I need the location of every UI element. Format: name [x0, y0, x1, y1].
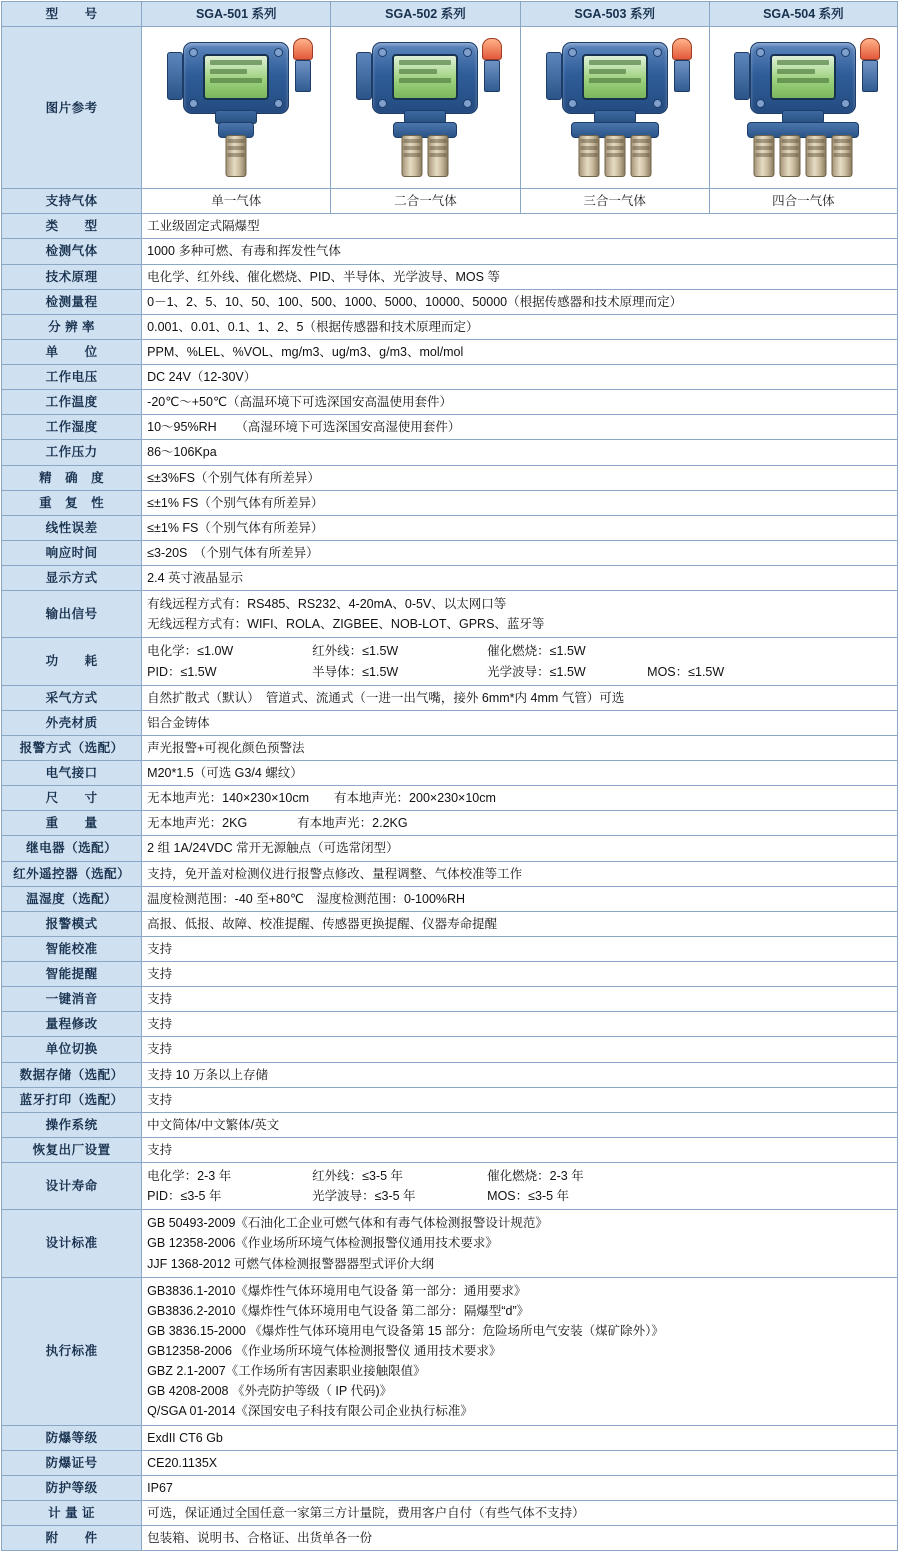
row-label-humidity: 工作湿度 — [2, 415, 142, 440]
row-label-output-signal: 输出信号 — [2, 591, 142, 638]
row-label-ex-rating: 防爆等级 — [2, 1425, 142, 1450]
table-row-smart-reminder — [2, 962, 898, 987]
table-row-metrology-certificate — [2, 1500, 898, 1525]
table-row-model — [2, 2, 898, 27]
table-row-repeatability — [2, 490, 898, 515]
gas-detector-illustration-1 — [151, 34, 321, 182]
design-standard-line-1: GB 50493-2009《石油化工企业可燃气体和有毒气体检测报警设计规范》 — [147, 1216, 548, 1231]
row-value-data-storage: 支持 10 万条以上存储 — [142, 1062, 898, 1087]
life-line-1 — [147, 1166, 892, 1186]
row-label-linear-error: 线性误差 — [2, 515, 142, 540]
row-value-detect-gas: 1000 多种可燃、有毒和挥发性气体 — [142, 239, 898, 264]
row-label-relay: 继电器（选配） — [2, 836, 142, 861]
detector-housing — [562, 42, 668, 114]
row-value-unit: PPM、%LEL、%VOL、mg/m3、ug/m3、g/m3、mol/mol — [142, 339, 898, 364]
detector-display — [392, 54, 458, 100]
table-row-operating-system — [2, 1112, 898, 1137]
table-row-unit-switch — [2, 1037, 898, 1062]
row-label-bluetooth-print: 蓝牙打印（选配） — [2, 1087, 142, 1112]
row-label-supported-gas: 支持气体 — [2, 189, 142, 214]
row-label-size: 尺 寸 — [2, 786, 142, 811]
table-row-images — [2, 27, 898, 189]
design-standard-line-2: GB 12358-2006《作业场所环境气体检测报警仪通用技术要求》 — [147, 1236, 498, 1251]
detector-housing — [750, 42, 856, 114]
table-row-temp-humidity-option — [2, 886, 898, 911]
table-row-range-modify — [2, 1012, 898, 1037]
row-value-range: 0－1、2、5、10、50、100、500、1000、5000、10000、50000（根据传感器和技术原理而定） — [142, 289, 898, 314]
row-label-range: 检测量程 — [2, 289, 142, 314]
power-semiconductor: 半导体：≤1.5W — [312, 664, 399, 679]
gas-detector-illustration-3 — [530, 34, 700, 182]
execution-standard-line-7: Q/SGA 01-2014《深国安电子科技有限公司企业执行标准》 — [147, 1404, 473, 1419]
row-value-alarm-type: 声光报警+可视化颜色预警法 — [142, 735, 898, 760]
row-value-relay: 2 组 1A/24VDC 常开无源触点（可选常闭型） — [142, 836, 898, 861]
row-label-ip-rating: 防护等级 — [2, 1475, 142, 1500]
row-value-factory-reset: 支持 — [142, 1137, 898, 1162]
power-optical-waveguide: 光学波导：≤1.5W — [487, 664, 586, 679]
row-value-humidity: 10～95%RH （高湿环境下可选深国安高湿使用套件） — [142, 415, 898, 440]
table-row-one-key-mute — [2, 987, 898, 1012]
device-image-4 — [709, 27, 897, 189]
model-cell-3: SGA-503 系列 — [520, 2, 709, 27]
table-row-size — [2, 786, 898, 811]
life-catalytic: 催化燃烧：2-3 年 — [487, 1169, 584, 1183]
table-row-unit — [2, 339, 898, 364]
table-row-display — [2, 566, 898, 591]
table-row-voltage — [2, 365, 898, 390]
alarm-beacon-icon — [482, 38, 502, 90]
table-row-type — [2, 214, 898, 239]
execution-standard-line-4: GB12358-2006 《作业场所环境气体检测报警仪 通用技术要求》 — [147, 1344, 502, 1358]
row-value-linear-error: ≤±1% FS（个别气体有所差异） — [142, 515, 898, 540]
row-label-ex-certificate: 防爆证号 — [2, 1450, 142, 1475]
mount-bracket-icon — [167, 52, 183, 100]
gas-cell-3: 三合一气体 — [520, 189, 709, 214]
row-label-pressure: 工作压力 — [2, 440, 142, 465]
design-standard-line-3: JJF 1368-2012 可燃气体检测报警器器型式评价大纲 — [147, 1256, 435, 1271]
table-row-temperature — [2, 390, 898, 415]
table-row-weight — [2, 811, 898, 836]
table-row-resolution — [2, 314, 898, 339]
detector-display — [582, 54, 648, 100]
row-label-accuracy: 精 确 度 — [2, 465, 142, 490]
row-label-smart-reminder: 智能提醒 — [2, 962, 142, 987]
sensor-probes — [754, 135, 853, 177]
row-label-resolution: 分 辨 率 — [2, 314, 142, 339]
table-row-alarm-mode — [2, 911, 898, 936]
life-mos: MOS：≤3-5 年 — [487, 1189, 570, 1204]
row-value-size: 无本地声光：140×230×10cm 有本地声光：200×230×10cm — [142, 786, 898, 811]
table-row-accuracy — [2, 465, 898, 490]
table-row-ex-rating — [2, 1425, 898, 1450]
execution-standard-line-6: GB 4208-2008 《外壳防护等级（ IP 代码)》 — [147, 1384, 393, 1399]
row-value-design-life — [142, 1163, 898, 1210]
row-value-weight: 无本地声光：2KG 有本地声光：2.2KG — [142, 811, 898, 836]
row-label-metrology-certificate: 计 量 证 — [2, 1500, 142, 1525]
row-label-power: 功 耗 — [2, 638, 142, 685]
life-optical-waveguide: 光学波导：≤3-5 年 — [312, 1189, 416, 1204]
row-label-accessories: 附 件 — [2, 1526, 142, 1551]
power-line-1 — [147, 641, 892, 661]
row-value-accessories: 包装箱、说明书、合格证、出货单各一份 — [142, 1526, 898, 1551]
row-label-shell-material: 外壳材质 — [2, 710, 142, 735]
mount-bracket-icon — [734, 52, 750, 100]
table-row-shell-material — [2, 710, 898, 735]
row-label-response-time: 响应时间 — [2, 540, 142, 565]
model-cell-4: SGA-504 系列 — [709, 2, 897, 27]
alarm-beacon-icon — [293, 38, 313, 90]
row-label-design-standard: 设计标准 — [2, 1210, 142, 1277]
table-row-supported-gas — [2, 189, 898, 214]
gas-cell-2: 二合一气体 — [331, 189, 520, 214]
row-value-one-key-mute: 支持 — [142, 987, 898, 1012]
row-value-ex-certificate: CE20.1135X — [142, 1450, 898, 1475]
spec-sheet — [0, 1, 899, 1551]
row-value-temperature: -20℃～+50℃（高温环境下可选深国安高温使用套件） — [142, 390, 898, 415]
row-label-operating-system: 操作系统 — [2, 1112, 142, 1137]
row-value-shell-material: 铝合金铸体 — [142, 710, 898, 735]
row-value-alarm-mode: 高报、低报、故障、校准提醒、传感器更换提醒、仪器寿命提醒 — [142, 911, 898, 936]
row-label-detect-gas: 检测气体 — [2, 239, 142, 264]
sensor-probes — [402, 135, 449, 177]
table-row-humidity — [2, 415, 898, 440]
row-label-factory-reset: 恢复出厂设置 — [2, 1137, 142, 1162]
row-label-smart-calibration: 智能校准 — [2, 936, 142, 961]
row-label-temperature: 工作温度 — [2, 390, 142, 415]
table-row-electrical-interface — [2, 761, 898, 786]
sensor-probes — [226, 135, 247, 177]
mount-bracket-icon — [546, 52, 562, 100]
row-value-range-modify: 支持 — [142, 1012, 898, 1037]
row-value-design-standard — [142, 1210, 898, 1277]
row-value-type: 工业级固定式隔爆型 — [142, 214, 898, 239]
row-label-principle: 技术原理 — [2, 264, 142, 289]
table-row-design-life — [2, 1163, 898, 1210]
life-electrochemical: 电化学：2-3 年 — [147, 1169, 232, 1183]
alarm-beacon-icon — [860, 38, 880, 90]
row-value-unit-switch: 支持 — [142, 1037, 898, 1062]
life-pid: PID：≤3-5 年 — [147, 1189, 222, 1204]
table-row-ex-certificate — [2, 1450, 898, 1475]
row-value-response-time: ≤3-20S （个别气体有所差异） — [142, 540, 898, 565]
gas-detector-illustration-2 — [340, 34, 510, 182]
table-row-smart-calibration — [2, 936, 898, 961]
row-label-display: 显示方式 — [2, 566, 142, 591]
row-label-electrical-interface: 电气接口 — [2, 761, 142, 786]
row-label-weight: 重 量 — [2, 811, 142, 836]
execution-standard-line-1: GB3836.1-2010《爆炸性气体环境用电气设备 第一部分：通用要求》 — [147, 1283, 527, 1298]
table-row-relay — [2, 836, 898, 861]
row-value-smart-reminder: 支持 — [142, 962, 898, 987]
row-value-output-signal — [142, 591, 898, 638]
detector-display — [770, 54, 836, 100]
row-label-ir-remote: 红外遥控器（选配） — [2, 861, 142, 886]
execution-standard-line-2: GB3836.2-2010《爆炸性气体环境用电气设备 第二部分：隔爆型“d”》 — [147, 1303, 530, 1318]
row-value-principle: 电化学、红外线、催化燃烧、PID、半导体、光学波导、MOS 等 — [142, 264, 898, 289]
table-row-principle — [2, 264, 898, 289]
table-row-factory-reset — [2, 1137, 898, 1162]
device-image-3 — [520, 27, 709, 189]
gas-cell-1: 单一气体 — [142, 189, 331, 214]
table-row-response-time — [2, 540, 898, 565]
model-cell-2: SGA-502 系列 — [331, 2, 520, 27]
row-value-power — [142, 638, 898, 685]
row-value-pressure: 86～106Kpa — [142, 440, 898, 465]
output-line-wired: 有线远程方式有：RS485、RS232、4-20mA、0-5V、以太网口等 — [147, 597, 507, 612]
table-row-pressure — [2, 440, 898, 465]
power-infrared: 红外线：≤1.5W — [312, 644, 399, 659]
table-row-output-signal — [2, 591, 898, 638]
table-row-sampling — [2, 685, 898, 710]
power-catalytic: 催化燃烧：≤1.5W — [487, 644, 586, 659]
row-label-one-key-mute: 一键消音 — [2, 987, 142, 1012]
table-row-ir-remote — [2, 861, 898, 886]
table-row-ip-rating — [2, 1475, 898, 1500]
table-row-linear-error — [2, 515, 898, 540]
row-label-temp-humidity-option: 温湿度（选配） — [2, 886, 142, 911]
table-row-power — [2, 638, 898, 685]
power-pid: PID：≤1.5W — [147, 664, 217, 679]
output-line-wireless: 无线远程方式有：WIFI、ROLA、ZIGBEE、NOB-LOT、GPRS、蓝牙等 — [147, 617, 545, 632]
alarm-beacon-icon — [672, 38, 692, 90]
model-cell-1: SGA-501 系列 — [142, 2, 331, 27]
mount-bracket-icon — [356, 52, 372, 100]
detector-display — [203, 54, 269, 100]
row-value-ip-rating: IP67 — [142, 1475, 898, 1500]
detector-housing — [372, 42, 478, 114]
row-value-metrology-certificate: 可选，保证通过全国任意一家第三方计量院，费用客户自付（有些气体不支持） — [142, 1500, 898, 1525]
device-image-1 — [142, 27, 331, 189]
row-value-operating-system: 中文简体/中文繁体/英文 — [142, 1112, 898, 1137]
detector-housing — [183, 42, 289, 114]
row-value-sampling: 自然扩散式（默认） 管道式、流通式（一进一出气嘴，接外 6mm*内 4mm 气管）可选 — [142, 685, 898, 710]
table-row-design-standard — [2, 1210, 898, 1277]
execution-standard-line-5: GBZ 2.1-2007《工作场所有害因素职业接触限值》 — [147, 1364, 426, 1379]
power-line-2 — [147, 662, 892, 682]
row-label-alarm-mode: 报警模式 — [2, 911, 142, 936]
gas-detector-illustration-4 — [718, 34, 888, 182]
row-value-accuracy: ≤±3%FS（个别气体有所差异） — [142, 465, 898, 490]
row-value-repeatability: ≤±1% FS（个别气体有所差异） — [142, 490, 898, 515]
row-label-images: 图片参考 — [2, 27, 142, 189]
row-value-electrical-interface: M20*1.5（可选 G3/4 螺纹） — [142, 761, 898, 786]
row-label-type: 类 型 — [2, 214, 142, 239]
row-value-resolution: 0.001、0.01、0.1、1、2、5（根据传感器和技术原理而定） — [142, 314, 898, 339]
table-row-range — [2, 289, 898, 314]
row-label-range-modify: 量程修改 — [2, 1012, 142, 1037]
table-row-detect-gas — [2, 239, 898, 264]
life-infrared: 红外线：≤3-5 年 — [312, 1169, 404, 1183]
row-value-ex-rating: ExdII CT6 Gb — [142, 1425, 898, 1450]
table-row-alarm-type — [2, 735, 898, 760]
row-label-unit-switch: 单位切换 — [2, 1037, 142, 1062]
power-electrochemical: 电化学：≤1.0W — [147, 644, 234, 659]
table-row-data-storage — [2, 1062, 898, 1087]
row-value-smart-calibration: 支持 — [142, 936, 898, 961]
row-label-design-life: 设计寿命 — [2, 1163, 142, 1210]
row-label-alarm-type: 报警方式（选配） — [2, 735, 142, 760]
device-image-2 — [331, 27, 520, 189]
row-label-unit: 单 位 — [2, 339, 142, 364]
table-row-execution-standard — [2, 1277, 898, 1425]
row-value-ir-remote: 支持，免开盖对检测仪进行报警点修改、量程调整、气体校准等工作 — [142, 861, 898, 886]
row-label-repeatability: 重 复 性 — [2, 490, 142, 515]
row-label-execution-standard: 执行标准 — [2, 1277, 142, 1425]
row-label-model: 型 号 — [2, 2, 142, 27]
sensor-probes — [578, 135, 651, 177]
row-value-display: 2.4 英寸液晶显示 — [142, 566, 898, 591]
row-value-temp-humidity-option: 温度检测范围：-40 至+80℃ 湿度检测范围：0-100%RH — [142, 886, 898, 911]
row-value-voltage: DC 24V（12-30V） — [142, 365, 898, 390]
table-row-accessories — [2, 1526, 898, 1551]
row-value-execution-standard — [142, 1277, 898, 1425]
specification-table — [1, 1, 898, 1551]
gas-cell-4: 四合一气体 — [709, 189, 897, 214]
row-label-data-storage: 数据存储（选配） — [2, 1062, 142, 1087]
row-label-voltage: 工作电压 — [2, 365, 142, 390]
row-label-sampling: 采气方式 — [2, 685, 142, 710]
table-row-bluetooth-print — [2, 1087, 898, 1112]
row-value-bluetooth-print: 支持 — [142, 1087, 898, 1112]
power-mos: MOS：≤1.5W — [647, 664, 725, 679]
execution-standard-line-3: GB 3836.15-2000 《爆炸性气体环境用电气设备第 15 部分：危险场所电气安装（煤矿除外）》 — [147, 1323, 664, 1338]
life-line-2 — [147, 1186, 892, 1206]
